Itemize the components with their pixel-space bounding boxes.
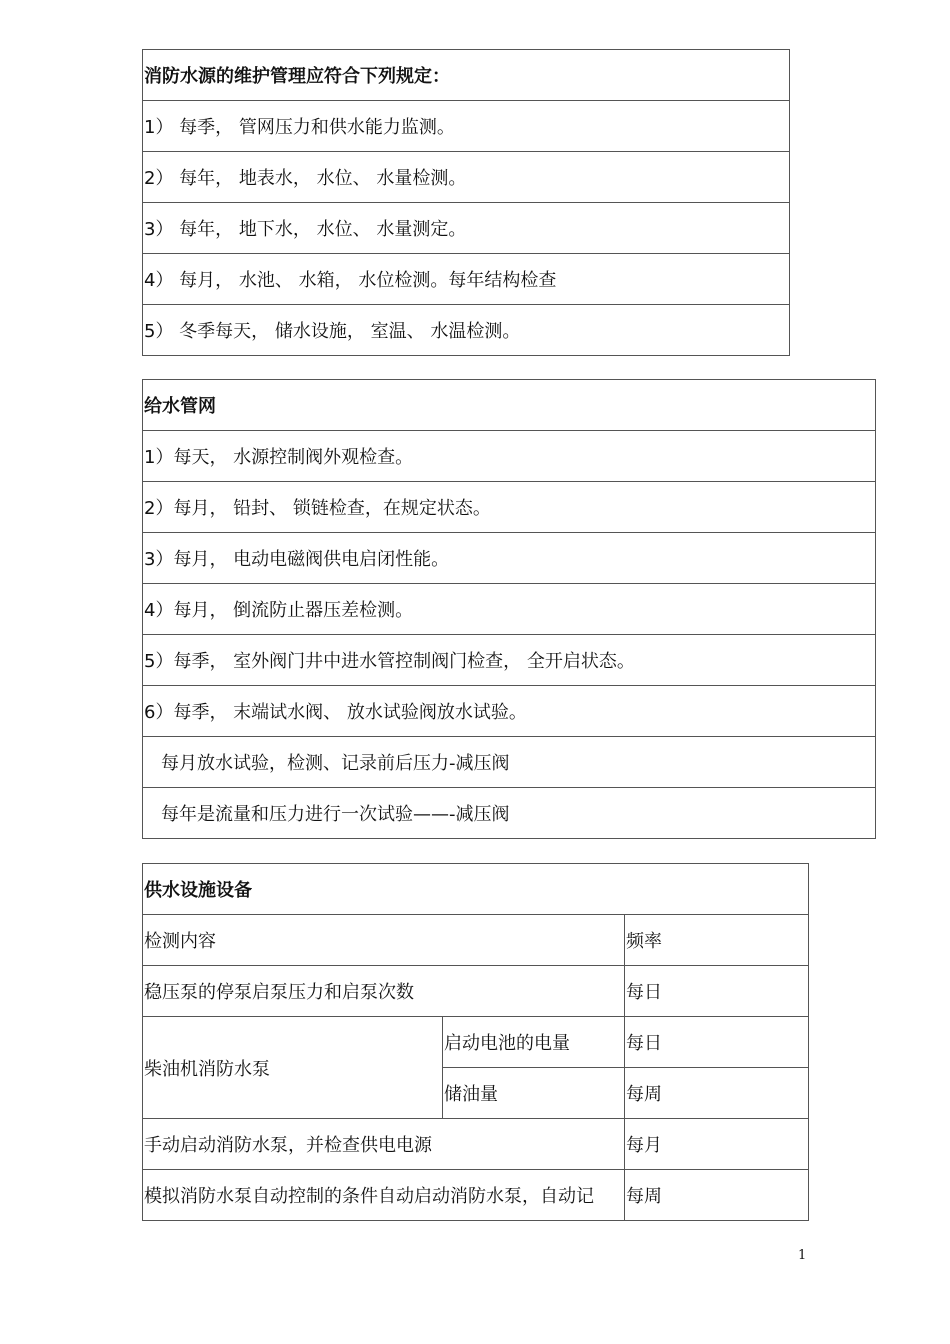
frequency-cell: 每日: [625, 966, 809, 1017]
water-source-heading: 消防水源的维护管理应符合下列规定：: [143, 50, 790, 101]
column-header-frequency: 频率: [625, 915, 809, 966]
pipe-network-item: 5）每季， 室外阀门井中进水管控制阀门检查， 全开启状态。: [143, 635, 876, 686]
water-source-item: 5） 冬季每天， 储水设施， 室温、 水温检测。: [143, 305, 790, 356]
water-source-table: [142, 49, 790, 356]
check-content-cell: 模拟消防水泵自动控制的条件自动启动消防水泵，自动记: [143, 1170, 625, 1221]
pipe-network-item: 1）每天， 水源控制阀外观检查。: [143, 431, 876, 482]
frequency-cell: 每周: [625, 1068, 809, 1119]
check-content-cell: 手动启动消防水泵，并检查供电电源: [143, 1119, 625, 1170]
pipe-network-heading: 给水管网: [143, 380, 876, 431]
pipe-network-item: 每年是流量和压力进行一次试验——-减压阀: [143, 788, 876, 839]
water-source-item: 3） 每年， 地下水， 水位、 水量测定。: [143, 203, 790, 254]
pipe-network-item: 每月放水试验，检测、记录前后压力-减压阀: [143, 737, 876, 788]
frequency-cell: 每周: [625, 1170, 809, 1221]
pipe-network-item: 6）每季， 末端试水阀、 放水试验阀放水试验。: [143, 686, 876, 737]
frequency-cell: 每月: [625, 1119, 809, 1170]
sub-check-cell: 储油量: [443, 1068, 625, 1119]
diesel-pump-cell: 柴油机消防水泵: [143, 1017, 443, 1119]
pipe-network-item: 2）每月， 铅封、 锁链检查，在规定状态。: [143, 482, 876, 533]
water-source-item: 4） 每月， 水池、 水箱， 水位检测。每年结构检查: [143, 254, 790, 305]
supply-equipment-table: [142, 863, 809, 1221]
supply-equipment-heading: 供水设施设备: [143, 864, 809, 915]
column-header-content: 检测内容: [143, 915, 625, 966]
frequency-cell: 每日: [625, 1017, 809, 1068]
page-number: 1: [798, 1248, 807, 1263]
check-content-cell: 稳压泵的停泵启泵压力和启泵次数: [143, 966, 625, 1017]
pipe-network-item: 3）每月， 电动电磁阀供电启闭性能。: [143, 533, 876, 584]
water-source-item: 2） 每年， 地表水， 水位、 水量检测。: [143, 152, 790, 203]
pipe-network-item: 4）每月， 倒流防止器压差检测。: [143, 584, 876, 635]
sub-check-cell: 启动电池的电量: [443, 1017, 625, 1068]
water-source-item: 1） 每季， 管网压力和供水能力监测。: [143, 101, 790, 152]
pipe-network-table: [142, 379, 876, 839]
